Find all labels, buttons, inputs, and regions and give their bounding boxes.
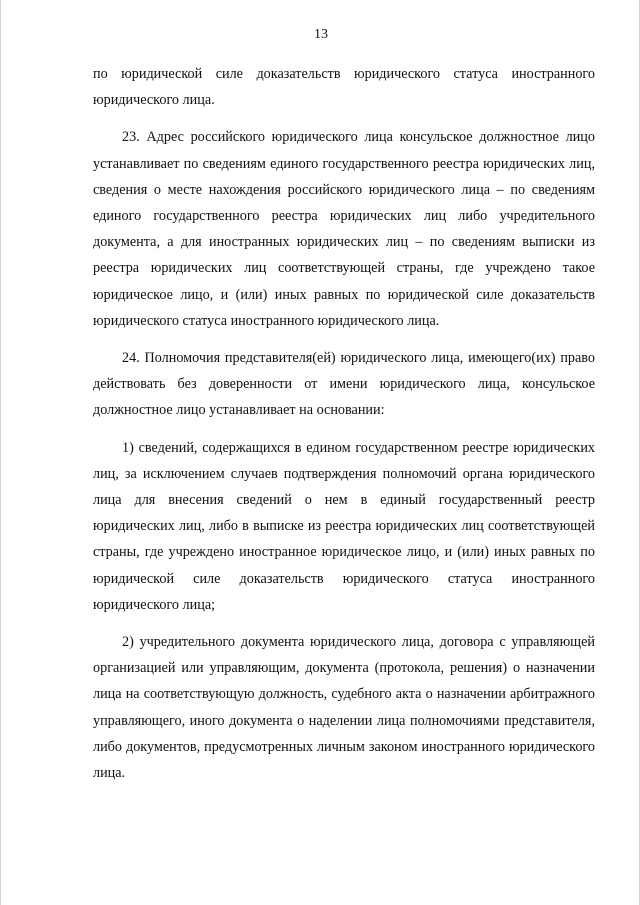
paragraph-23: 23. Адрес российского юридического лица консульское должностное лицо устанавливает по сведениям единого государственного реестра юридических лиц, сведения о месте нахождения российского юридического лица – по сведениям единого государственного реестра юридических лиц либо учредительного документа, а для иностранных юридических лиц – по сведениям выписки из реестра юридических лиц соответствующей страны, где учреждено такое юридическое лицо, и (или) иных равных по юридической силе доказательств юридического статуса иностранного юридического лица. — [93, 129, 595, 329]
paragraph-24-item-2: 2) учредительного документа юридического лица, договора с управляющей организацией или управляющим, документа (протокола, решения) о назначении лица на соответствующую должность, судебного акта о назначении арбитражного управляющего, иного документа о наделении лица полномочиями представителя, либо документов, предусмотренных личным законом иностранного юридического лица. — [93, 634, 595, 782]
page-number: 13 — [314, 27, 328, 42]
paragraph-24: 24. Полномочия представителя(ей) юридического лица, имеющего(их) право действовать без доверенности от имени юридического лица, консульское должностное лицо устанавливает на основании: — [93, 350, 595, 419]
paragraph-continuation: по юридической силе доказательств юридического статуса иностранного юридического лица. — [93, 66, 595, 109]
paragraph-24-item-1: 1) сведений, содержащихся в едином государственном реестре юридических лиц, за исключением случаев подтверждения полномочий органа юридического лица для внесения сведений о нем в единый государственный реестр юридических лиц, либо в выписке из реестра юридических лиц соответствующей страны, где учреждено иностранное юридическое лицо, и (или) иных равных по юридической силе доказательств юридического статуса иностранного юридического лица; — [93, 439, 595, 613]
document-body — [93, 61, 595, 786]
